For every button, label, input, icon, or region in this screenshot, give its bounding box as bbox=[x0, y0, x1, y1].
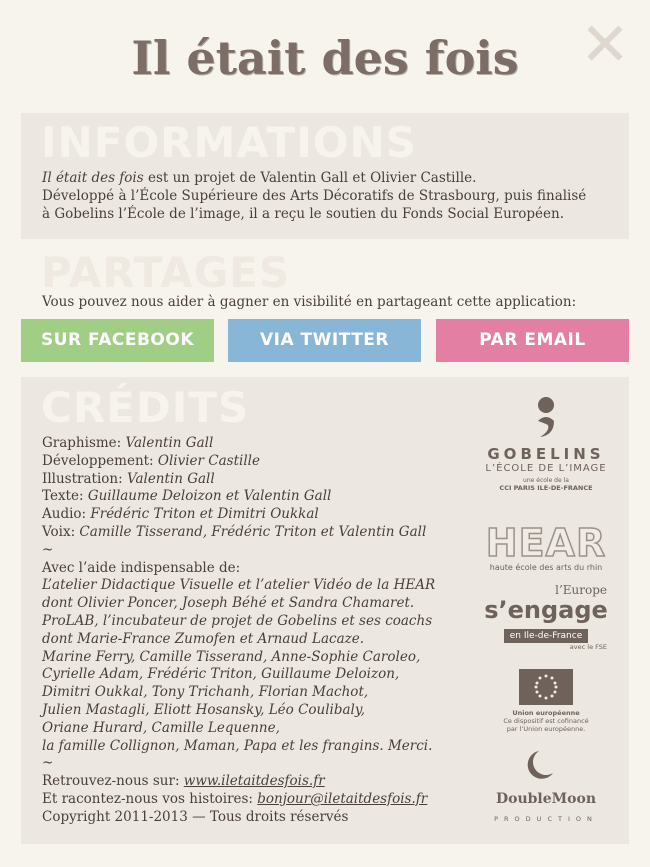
help-intro: Avec l’aide indispensable de: bbox=[42, 559, 241, 576]
help-line: la famille Collignon, Maman, Papa et les frangins. Merci. bbox=[42, 737, 433, 754]
gobelins-logo: GOBELINS L’ÉCOLE DE L’IMAGE une école de la CCI PARIS ILE-DE-FRANCE bbox=[471, 391, 621, 492]
app-logo: Il était des fois bbox=[131, 31, 519, 85]
informations-panel bbox=[21, 113, 629, 239]
info-line1: est un projet de Valentin Gall et Olivier Castille. bbox=[143, 170, 477, 186]
help-line: dont Marie-France Zumofen et Arnaud Lacaze. bbox=[42, 630, 365, 647]
help-line: ProLAB, l’incubateur de projet de Gobelins et ses coachs bbox=[42, 612, 433, 629]
credit-role: Graphisme: Valentin Gall bbox=[42, 435, 214, 451]
help-line: Marine Ferry, Camille Tisserand, Anne-Sophie Caroleo, bbox=[42, 648, 421, 665]
credit-role: Illustration: Valentin Gall bbox=[42, 470, 215, 487]
help-line: Dimitri Oukkal, Tony Trichanh, Florian Machot, bbox=[42, 684, 369, 701]
gobelins-emblem-icon bbox=[526, 391, 566, 441]
europe-engage-logo: l’Europe s’engage en Ile-de-France avec le FSE bbox=[484, 583, 608, 651]
separator: ~ bbox=[42, 541, 54, 558]
doublemoon-logo: DoubleMoon PRODUCTION bbox=[471, 747, 621, 823]
info-line3: à Gobelins l’École de l’image, il a reçu le soutien du Fonds Social Européen. bbox=[42, 206, 565, 222]
info-line2: Développé à l’École Supérieure des Arts Décoratifs de Strasbourg, puis finalisé bbox=[42, 188, 587, 204]
close-icon[interactable]: ✕ bbox=[579, 10, 631, 80]
share-email-button[interactable]: PAR EMAIL bbox=[436, 319, 629, 362]
email-label: Et racontez-nous vos histoires: bbox=[42, 790, 258, 807]
credit-role: Voix: Camille Tisserand, Frédéric Triton et Valentin Gall bbox=[42, 523, 427, 540]
project-title: Il était des fois bbox=[42, 170, 144, 186]
website-link[interactable]: www.iletaitdesfois.fr bbox=[183, 773, 325, 790]
hear-logo: HEAR haute école des arts du rhin bbox=[485, 521, 607, 572]
help-line: L’atelier Didactique Visuelle et l’atelier Vidéo de la HEAR bbox=[42, 577, 436, 594]
credit-role: Développement: Olivier Castille bbox=[42, 452, 260, 469]
partages-heading: PARTAGES bbox=[41, 248, 291, 297]
credits-panel bbox=[21, 377, 629, 844]
credits-text bbox=[42, 435, 462, 827]
help-line: Oriane Hurard, Camille Lequenne, bbox=[42, 719, 280, 736]
site-label: Retrouvez-nous sur: bbox=[42, 773, 184, 790]
share-text: Vous pouvez nous aider à gagner en visibilité en partageant cette application: bbox=[42, 294, 577, 310]
share-facebook-button[interactable]: SUR FACEBOOK bbox=[21, 319, 214, 362]
eu-flag-icon bbox=[519, 669, 573, 705]
credits-heading: CRÉDITS bbox=[41, 383, 250, 432]
credit-role: Texte: Guillaume Deloizon et Valentin Gall bbox=[42, 488, 332, 505]
copyright: Copyright 2011-2013 — Tous droits réservés bbox=[42, 808, 349, 825]
informations-text bbox=[42, 169, 612, 223]
credit-role: Audio: Frédéric Triton et Dimitri Oukkal bbox=[42, 506, 319, 523]
eu-logo: Union européenne Ce dispositif est cofinancé par l’Union européenne. bbox=[471, 669, 621, 733]
help-line: dont Olivier Poncer, Joseph Béhé et Sandra Chamaret. bbox=[42, 595, 415, 612]
help-line: Cyrielle Adam, Frédéric Triton, Guillaume Deloizon, bbox=[42, 666, 400, 683]
share-twitter-button[interactable]: VIA TWITTER bbox=[228, 319, 421, 362]
separator: ~ bbox=[42, 755, 54, 772]
help-line: Julien Mastagli, Eliott Hosansky, Léo Coulibaly, bbox=[42, 701, 365, 718]
email-link[interactable]: bonjour@iletaitdesfois.fr bbox=[257, 790, 428, 807]
moon-icon bbox=[521, 747, 571, 787]
informations-heading: INFORMATIONS bbox=[41, 118, 417, 167]
